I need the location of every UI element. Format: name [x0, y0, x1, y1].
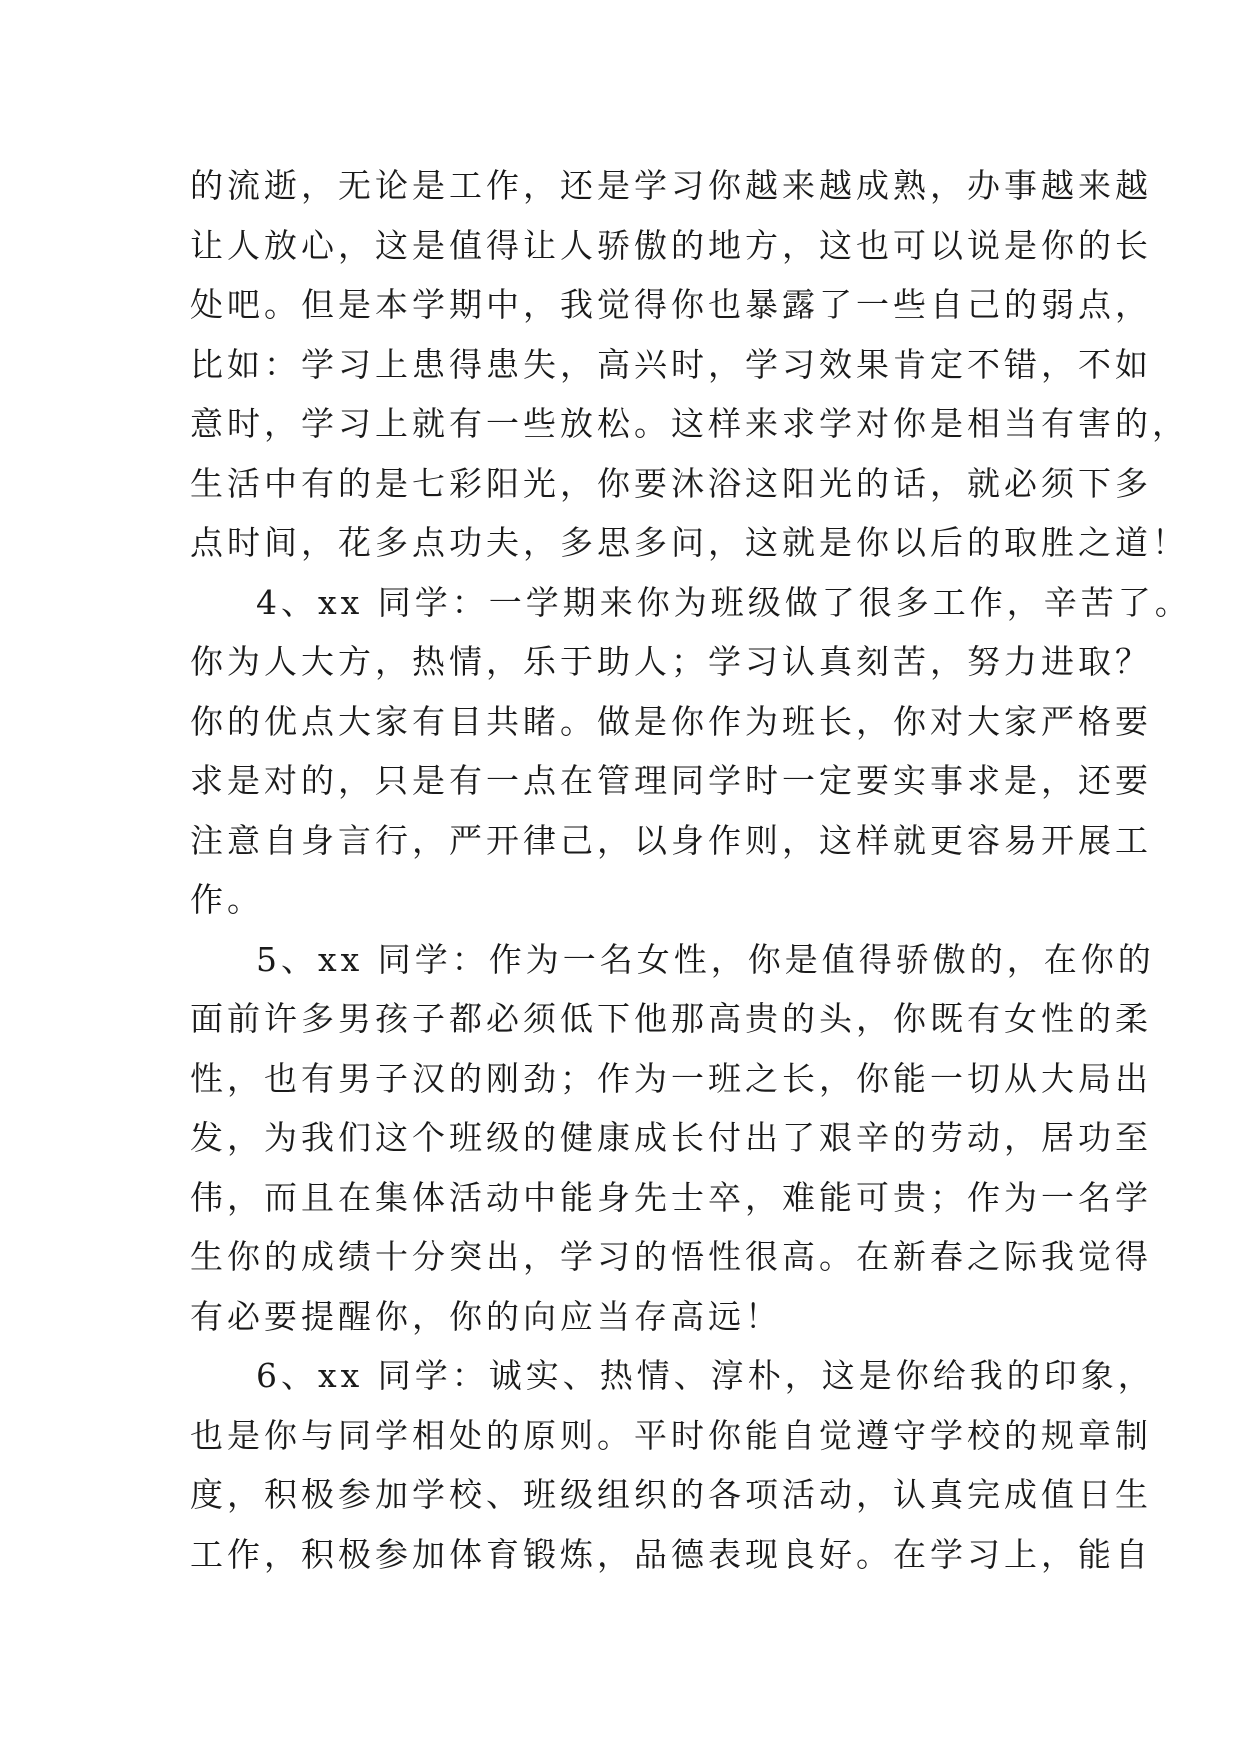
- text-line: 有必要提醒你，你的向应当存高远！: [190, 1296, 782, 1336]
- text-line: 面前许多男孩子都必须低下他那高贵的头，你既有女性的柔: [190, 999, 1152, 1038]
- text-line: 求是对的，只是有一点在管理同学时一定要实事求是，还要: [190, 761, 1152, 800]
- text-line: 作。: [190, 880, 264, 919]
- text-line: 你的优点大家有目共睹。做是你作为班长，你对大家严格要: [190, 701, 1152, 741]
- text-line: 度，积极参加学校、班级组织的各项活动，认真完成值日生: [190, 1475, 1152, 1514]
- text-line: 你为人大方，热情，乐于助人；学习认真刻苦，努力进取？: [190, 642, 1152, 681]
- text-line: 伟，而且在集体活动中能身先士卒，难能可贵；作为一名学: [190, 1177, 1152, 1217]
- text-line: 注意自身言行，严开律己，以身作则，这样就更容易开展工: [190, 820, 1152, 860]
- text-line: 意时，学习上就有一些放松。这样来求学对你是相当有害的，: [190, 404, 1189, 443]
- text-line: 让人放心，这是值得让人骄傲的地方，这也可以说是你的长: [190, 225, 1152, 265]
- paragraph-start-line: 6、xx 同学：诚实、热情、淳朴，这是你给我的印象，: [256, 1356, 1155, 1395]
- text-line: 生活中有的是七彩阳光，你要沐浴这阳光的话，就必须下多: [190, 463, 1152, 503]
- text-line: 生你的成绩十分突出，学习的悟性很高。在新春之际我觉得: [190, 1237, 1152, 1276]
- paragraph-start-line: 5、xx 同学：作为一名女性，你是值得骄傲的，在你的: [256, 939, 1155, 979]
- text-line: 处吧。但是本学期中，我觉得你也暴露了一些自己的弱点，: [190, 285, 1152, 324]
- text-line: 点时间，花多点功夫，多思多问，这就是你以后的取胜之道！: [190, 523, 1189, 562]
- text-line: 性，也有男子汉的刚劲；作为一班之长，你能一切从大局出: [190, 1058, 1152, 1098]
- text-line: 比如：学习上患得患失，高兴时，学习效果肯定不错，不如: [190, 344, 1152, 384]
- text-line: 也是你与同学相处的原则。平时你能自觉遵守学校的规章制: [190, 1415, 1152, 1455]
- text-line: 的流逝，无论是工作，还是学习你越来越成熟，办事越来越: [190, 166, 1152, 205]
- paragraph-start-line: 4、xx 同学：一学期来你为班级做了很多工作，辛苦了。: [256, 582, 1192, 622]
- text-line: 发，为我们这个班级的健康成长付出了艰辛的劳动，居功至: [190, 1118, 1152, 1157]
- document-body: [190, 156, 1192, 1584]
- text-line: 工作，积极参加体育锻炼，品德表现良好。在学习上，能自: [190, 1534, 1152, 1574]
